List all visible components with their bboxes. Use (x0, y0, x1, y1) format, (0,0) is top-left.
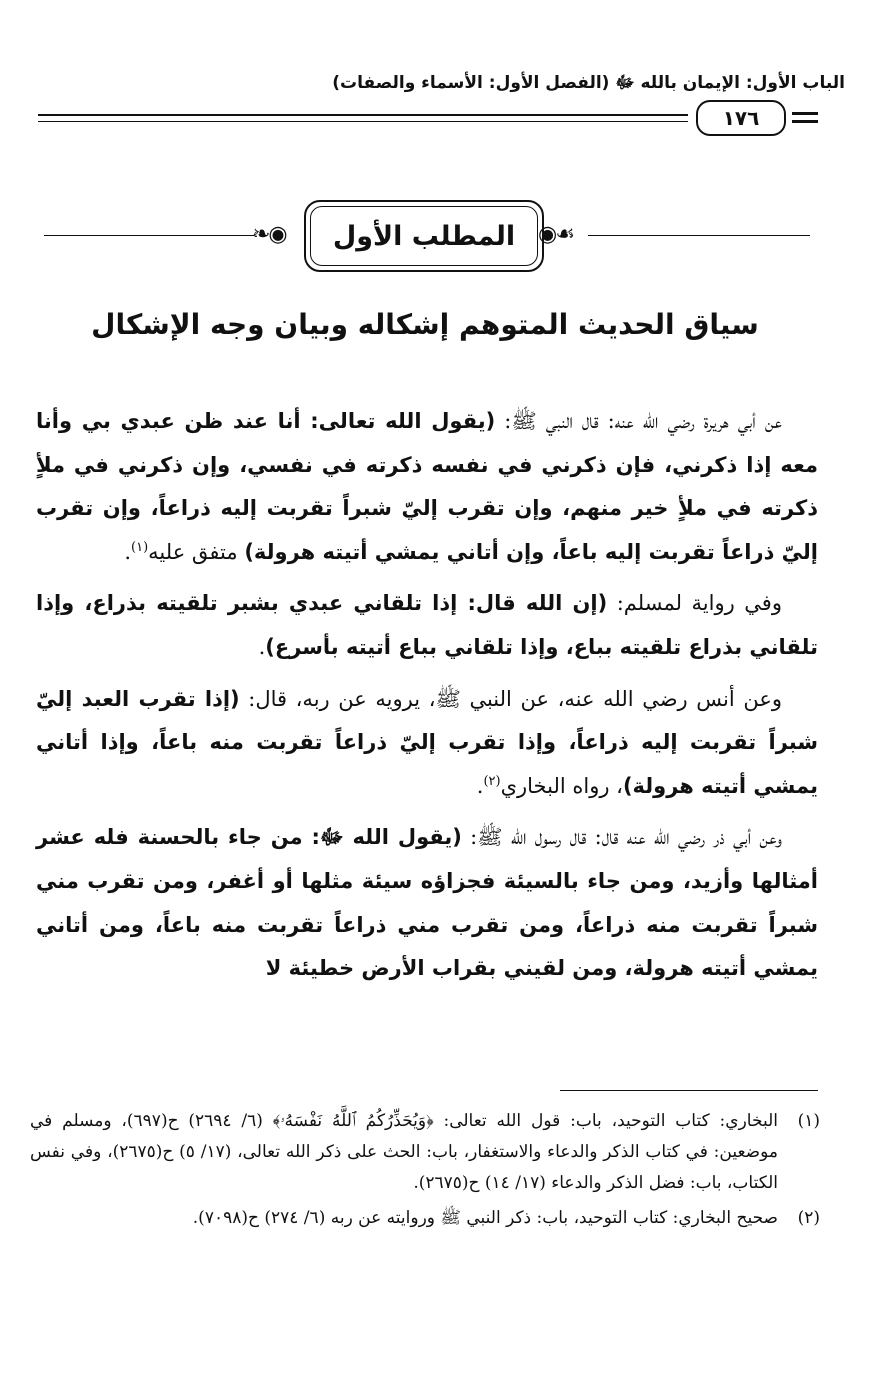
page-number: ١٧٦ (696, 100, 786, 136)
narration-source: ، رواه البخاري (500, 773, 623, 798)
ornament-left-icon: ❧◉ (252, 222, 286, 247)
banner-line-right (588, 235, 810, 236)
hadith-text: (إذا تقرب العبد إليّ شبراً تقربت إليه ذراعاً، وإذا تقرب إليّ ذراعاً تقربت منه باعاً، وإذا أتاني يمشي أتيته هرولة) (36, 686, 818, 798)
paragraph-muslim (36, 582, 818, 669)
paragraph-abu-hurairah (36, 400, 818, 574)
paragraph-anas (36, 678, 818, 809)
footnote (30, 1203, 820, 1234)
footnote-separator (560, 1090, 818, 1091)
period: . (476, 773, 484, 798)
page-number-dash (792, 120, 818, 123)
hadith-text: (يقول الله تعالى: أنا عند ظن عبدي بي وأنا معه إذا ذكرني، فإن ذكرني في نفسه ذكرته في نفسي، وإن ذكرني في ملأٍ ذكرته في ملأٍ خير منهم، وإن تقرب إليّ شبراً تقربت إليه ذراعاً، وإن تقرب إليّ ذراعاً تقربت إليه باعاً، وإن أتاني يمشي أتيته هرولة) (36, 409, 818, 564)
narration-intro: وعن أبي ذر رضي الله عنه قال: قال رسول الله ﷺ: (461, 825, 783, 850)
footnote-ref[interactable]: (١) (131, 539, 149, 555)
hadith-text: (يقول الله ﷻ: من جاء بالحسنة فله عشر أمثالها وأزيد، ومن جاء بالسيئة فجزاؤه سيئة مثلها أو أغفر، ومن تقرب مني شبراً تقربت منه ذراعاً، ومن تقرب مني ذراعاً تقربت منه باعاً، ومن أتاني يمشي أتيته هرولة، ومن لقيني بقراب الأرض خطيئة لا (36, 825, 818, 981)
narration-intro: عن أبي هريرة رضي الله عنه: قال النبي ﷺ: (495, 409, 782, 433)
period: . (124, 539, 132, 564)
footnotes (30, 1106, 820, 1234)
hadith-text: (إن الله قال: إذا تلقاني عبدي بشبر تلقيته بذراع، وإذا تلقاني بذراع تلقيته بباع، وإذا تلقاني بباع أتيته بأسرع) (36, 591, 818, 659)
section-title: سياق الحديث المتوهم إشكاله وبيان وجه الإشكال (91, 308, 759, 341)
header-rule-thin (38, 121, 688, 122)
narration-intro: وفي رواية لمسلم: (607, 591, 782, 616)
paragraph-abu-dharr (36, 816, 818, 990)
footnote-number: (١) (797, 1111, 820, 1131)
page-number-dash (792, 112, 818, 115)
footnote-ref[interactable]: (٢) (483, 773, 501, 789)
period: . (258, 634, 266, 659)
banner-line-left (44, 235, 254, 236)
footnote-text: صحيح البخاري: كتاب التوحيد، باب: ذكر النبي ﷺ وروايته عن ربه (٦/ ٢٧٤) ح(٧٠٩٨). (192, 1208, 778, 1228)
footnote-text: البخاري: كتاب التوحيد، باب: قول الله تعالى: ﴿وَيُحَذِّرُكُمُ ٱللَّهُ نَفْسَهُۥ﴾ (٦/ ٢٦٩٤) ح(٦٩٧)، ومسلم في موضعين: في كتاب الذكر والدعاء والاستغفار، باب: الحث على ذكر الله تعالى، (١٧/ ٥) ح(٢٦٧٥)، وفي نفس الكتاب، باب: فضل الذكر والدعاء (١٧/ ١٤) ح(٢٦٧٥). (30, 1111, 778, 1193)
ornament-right-icon: ◉☙ (538, 222, 573, 247)
footnote (30, 1106, 820, 1199)
running-header: الباب الأول: الإيمان بالله ﷻ (الفصل الأول: الأسماء والصفات) (332, 73, 845, 93)
header-rule (38, 114, 688, 116)
footnote-number: (٢) (797, 1208, 820, 1228)
narration-intro: وعن أنس رضي الله عنه، عن النبي ﷺ، يرويه عن ربه، قال: (239, 686, 782, 711)
body-text (36, 400, 818, 999)
section-heading: المطلب الأول (304, 200, 544, 272)
narration-source: متفق عليه (148, 539, 245, 564)
